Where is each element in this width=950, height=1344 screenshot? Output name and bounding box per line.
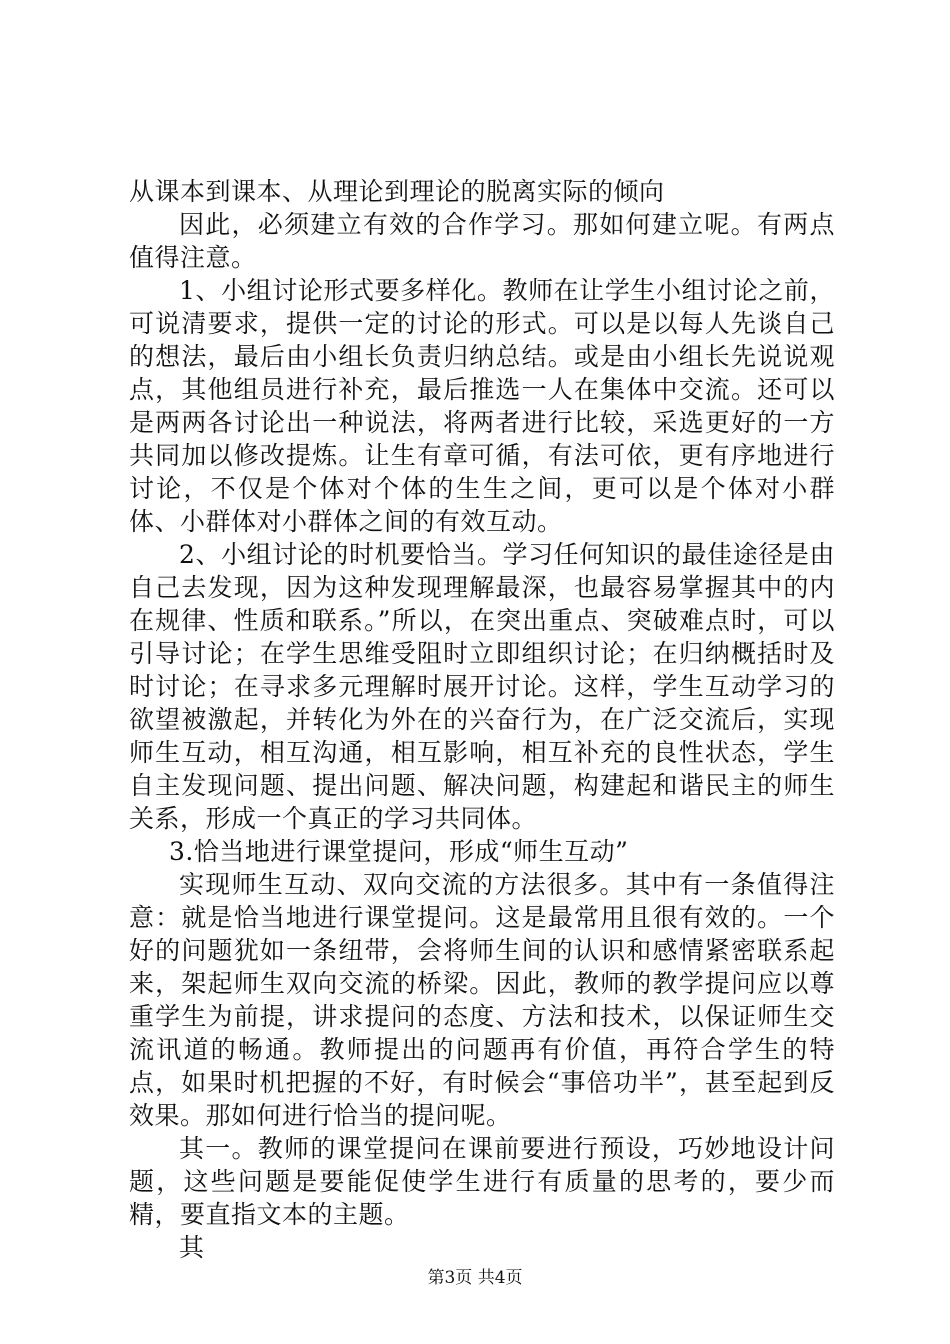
paragraph-point-1: 1、小组讨论形式要多样化。教师在让学生小组讨论之前，可说清要求，提供一定的讨论的形式。可以是以每人先谈自己的想法，最后由小组长负责归纳总结。或是由小组长先说说观点，其他组员进行补充，最后推选一人在集体中交流。还可以是两两各讨论出一种说法，将两者进行比较，采选更好的一方共同加以修改提炼。让生有章可循，有法可依，更有序地进行讨论，不仅是个体对个体的生生之间，更可以是个体对小群体、小群体对小群体之间的有效互动。 [129, 276, 835, 536]
paragraph-intro: 因此，必须建立有效的合作学习。那如何建立呢。有两点值得注意。 [129, 210, 835, 272]
paragraph-point-2: 2、小组讨论的时机要恰当。学习任何知识的最佳途径是由自己去发现，因为这种发现理解最深，也最容易掌握其中的内在规律、性质和联系。”所以，在突出重点、突破难点时，可以引导讨论；在学生思维受阻时立即组织讨论；在归纳概括时及时讨论；在寻求多元理解时展开讨论。这样，学生互动学习的欲望被激起，并转化为外在的兴奋行为，在广泛交流后，实现师生互动，相互沟通，相互影响，相互补充的良性状态，学生自主发现问题、提出问题、解决问题，构建起和谐民主的师生关系，形成一个真正的学习共同体。 [129, 540, 835, 833]
paragraph-second-fragment: 其 [179, 1233, 205, 1262]
paragraph-first: 其一。教师的课堂提问在课前要进行预设，巧妙地设计问题，这些问题是要能促使学生进行有质量的思考的，要少而精，要直指文本的主题。 [129, 1134, 835, 1229]
document-body [129, 175, 835, 1264]
paragraph-point-3: 实现师生互动、双向交流的方法很多。其中有一条值得注意：就是恰当地进行课堂提问。这是最常用且很有效的。一个好的问题犹如一条纽带，会将师生间的认识和感情紧密联系起来，架起师生双向交流的桥梁。因此，教师的教学提问应以尊重学生为前提，讲求提问的态度、方法和技术，以保证师生交流讯道的畅通。教师提出的问题再有价值，再符合学生的特点，如果时机把握的不好，有时候会“事倍功半”，甚至起到反效果。那如何进行恰当的提问呢。 [129, 870, 835, 1130]
page-footer: 第3页 共4页 [427, 1268, 523, 1288]
section-heading-3: 3.恰当地进行课堂提问，形成“师生互动” [169, 837, 629, 866]
paragraph-continuation: 从课本到课本、从理论到理论的脱离实际的倾向 [129, 177, 665, 206]
